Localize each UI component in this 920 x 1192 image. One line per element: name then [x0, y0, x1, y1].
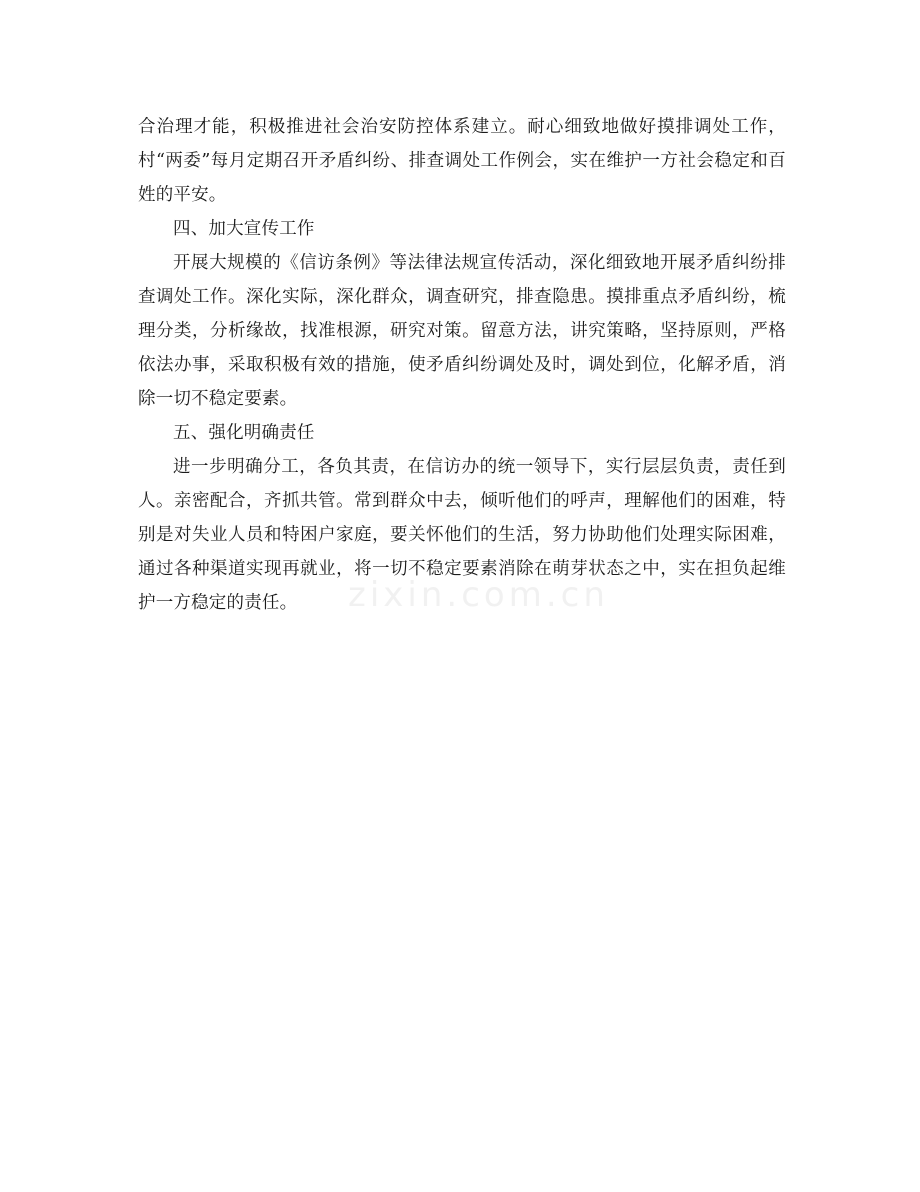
paragraph-section-4: 开展大规模的《信访条例》等法律法规宣传活动，深化细致地开展矛盾纠纷排查调处工作。深化实际，深化群众，调查研究，排查隐患。摸排重点矛盾纠纷，梳理分类，分析缘故，找准根源，研究对策。留意方法，讲究策略，坚持原则，严格依法办事，采取积极有效的措施，使矛盾纠纷调处及时，调处到位，化解矛盾，消除一切不稳定要素。 — [138, 253, 786, 409]
watermark-text: zixin.com.cn — [348, 575, 609, 615]
section-heading-5: 五、强化明确责任 — [173, 423, 315, 443]
paragraph-continuation: 合治理才能，积极推进社会治安防控体系建立。耐心细致地做好摸排调处工作，村“两委”每月定期召开矛盾纠纷、排查调处工作例会，实在维护一方社会稳定和百姓的平安。 — [138, 117, 786, 205]
document-body — [138, 110, 786, 620]
section-heading-4: 四、加大宣传工作 — [173, 219, 315, 239]
paragraph-section-5: 进一步明确分工，各负其责，在信访办的统一领导下，实行层层负责，责任到人。亲密配合，齐抓共管。常到群众中去，倾听他们的呼声，理解他们的困难，特别是对失业人员和特困户家庭，要关怀他们的生活，努力协助他们处理实际困难，通过各种渠道实现再就业，将一切不稳定要素消除在萌芽状态之中，实在担负起维护一方稳定的责任。 — [138, 457, 786, 613]
